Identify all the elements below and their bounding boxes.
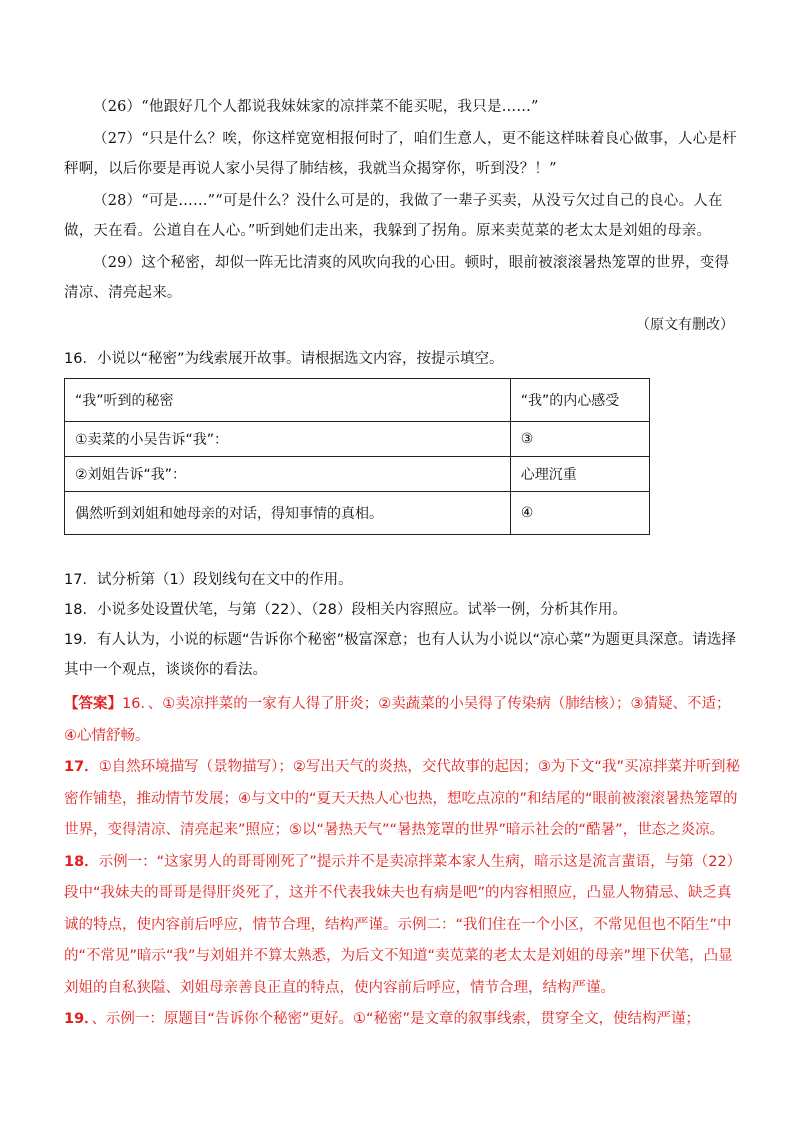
question-16: 16．小说以“秘密”为线索展开故事。请根据选文内容，按提示填空。 [64,351,504,367]
answer-18-number: 18． [64,853,99,870]
table-header-cell: “我”的内心感受 [510,379,649,422]
paragraph-26: （26）“他跟好几个人都说我妹妹家的凉拌菜不能买呢，我只是……” [93,99,539,115]
paragraph-28: （28）“可是……”“可是什么？没什么可是的，我做了一辈子买卖，从没亏欠过自己的良心。人在做，天在看。公道自在人心。”听到她们走出来，我躲到了拐角。原来卖苋菜的老太太是刘姐的母亲。 [64,193,723,239]
source-note: （原文有删改） [636,317,734,333]
document-page [64,92,742,1036]
question-17: 17．试分析第（1）段划线句在文中的作用。 [64,572,353,588]
question-19: 19．有人认为，小说的标题“告诉你个秘密”极富深意；也有人认为小说以“凉心菜”为题更具深意。请选择其中一个观点，谈谈你的看法。 [64,632,736,678]
table-cell: 偶然听到刘姐和她母亲的对话，得知事情的真相。 [65,492,511,535]
answer-17 [64,752,742,847]
answer-18-text: 示例一：“这家男人的哥哥刚死了”提示并不是卖凉拌菜本家人生病，暗示这是流言蜚语，与第（22）段中“我妹夫的哥哥是得肝炎死了，这并不代表我妹夫也有病是吧”的内容相照应，凸显人物猜忌、缺乏真诚的特点，使内容前后呼应，情节合理，结构严谨。示例二：“我们住在一个小区，不常见但也不陌生”中的“不常见”暗示“我”与刘姐并不算太熟悉，为后文不知道“卖苋菜的老太太是刘姐的母亲”埋下伏笔，凸显刘姐的自私狭隘、刘姐母亲善良正直的特点，使内容前后呼应，情节合理，结构严谨。 [64,853,742,996]
answer-16-text: 16．、①卖凉拌菜的一家有人得了肝炎；②卖蔬菜的小吴得了传染病（肺结核）；③猜疑、不适；④心情舒畅。 [64,696,731,744]
table-cell: ④ [510,492,649,535]
table-row [65,492,650,535]
table-cell: ②刘姐告诉“我”： [65,457,511,492]
paragraph-29: （29）这个秘密，却似一阵无比清爽的风吹向我的心田。顿时，眼前被滚滚暑热笼罩的世界，变得清凉、清亮起来。 [64,255,730,301]
table-cell: 心理沉重 [510,457,649,492]
answer-17-number: 17． [64,759,99,775]
table-header-row [65,379,650,422]
question-18: 18．小说多处设置伏笔，与第（22）、（28）段相关内容照应。试举一例，分析其作用。 [64,602,627,618]
table-row [65,422,650,457]
answer-18 [64,847,742,1005]
table-cell: ③ [510,422,649,457]
table-header-cell: “我”听到的秘密 [65,379,511,422]
answer-17-text: ①自然环境描写（景物描写）；②写出天气的炎热，交代故事的起因；③为下文“我”买凉拌菜并听到秘密作铺垫，推动情节发展；④与文中的“夏天天热人心也热，想吃点凉的”和结尾的“眼前被滚滚暑热笼罩的世界，变得清凉、清亮起来”照应；⑤以“暑热天气”“暑热笼罩的世界”暗示社会的“酷暑”，世态之炎凉。 [64,759,740,838]
answer-19-text: 、示例一：原题目“告诉你个秘密”更好。①“秘密”是文章的叙事线索，贯穿全文，使结构严谨； [91,1011,700,1027]
answer-label: 【答案】 [64,696,122,712]
answer-19-number: 19． [64,1011,92,1027]
secret-table [64,378,650,535]
table-cell: ①卖菜的小吴告诉“我”： [65,422,511,457]
answer-19 [64,1004,742,1036]
table-row [65,457,650,492]
paragraph-27: （27）“只是什么？唉，你这样宽宽相报何时了，咱们生意人，更不能这样昧着良心做事，人心是杆秤啊，以后你要是再说人家小吴得了肺结核，我就当众揭穿你，听到没？！” [64,131,737,177]
answer-16 [64,689,742,752]
